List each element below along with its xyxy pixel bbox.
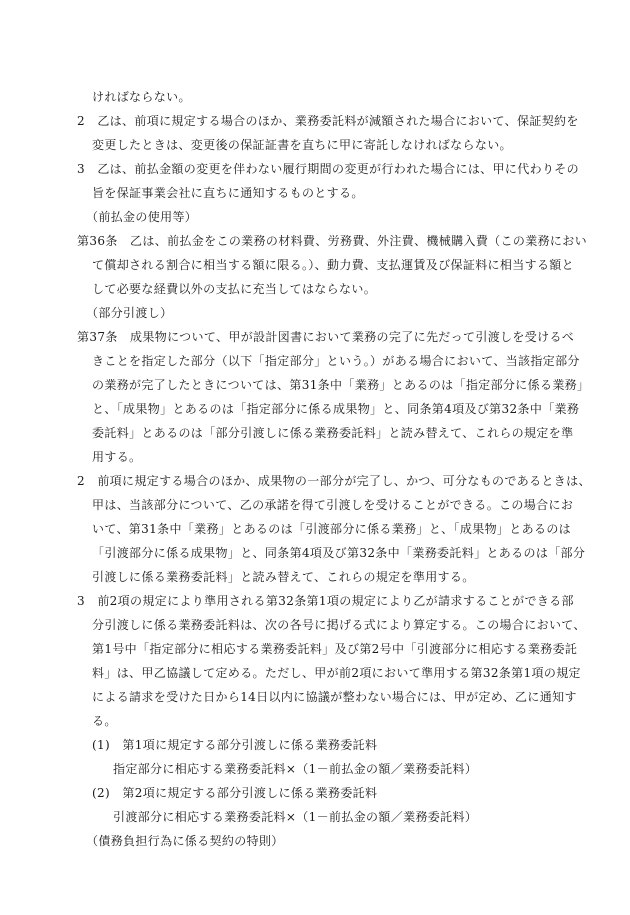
section-heading: （債務負担行為に係る契約の特則） bbox=[86, 834, 284, 848]
text-line: て償却される割合に相当する額に限る。）、動力費、支払運賃及び保証料に相当する額と bbox=[92, 258, 575, 272]
list-item: (2) 第2項に規定する部分引渡しに係る業務委託料 bbox=[92, 786, 378, 800]
list-item: (1) 第1項に規定する部分引渡しに係る業務委託料 bbox=[92, 738, 378, 752]
text-line: 委託料」とあるのは「部分引渡しに係る業務委託料」と読み替えて、これらの規定を準 bbox=[92, 426, 574, 440]
text-line: 3 前2項の規定により準用される第32条第1項の規定により乙が請求することができる部 bbox=[77, 594, 574, 608]
text-line: 「引渡部分に係る成果物」と、同条第4項及び第32条中「業務委託料」とあるのは「部分 bbox=[92, 546, 586, 560]
text-line: 旨を保証事業会社に直ちに通知するものとする。 bbox=[92, 186, 364, 200]
section-heading: （部分引渡し） bbox=[86, 306, 173, 320]
text-line: る。 bbox=[92, 714, 117, 728]
text-line: いて、第31条中「業務」とあるのは「引渡部分に係る業務」と、「成果物」とあるのは bbox=[92, 522, 572, 536]
article-line: 第37条 成果物について、甲が設計図書において業務の完了に先だって引渡しを受けるべ bbox=[77, 330, 575, 344]
text-line: 甲は、当該部分について、乙の承諾を得て引渡しを受けることができる。この場合にお bbox=[92, 498, 574, 512]
text-line: 3 乙は、前払金額の変更を伴わない履行期間の変更が行われた場合には、甲に代わりその bbox=[77, 162, 579, 176]
text-line: と、「成果物」とあるのは「指定部分に係る成果物」と、同条第4項及び第32条中「業務 bbox=[92, 402, 580, 416]
text-line: による請求を受けた日から14日以内に協議が整わない場合には、甲が定め、乙に通知す bbox=[92, 690, 577, 704]
text-line: ければならない。 bbox=[92, 90, 191, 104]
text-line: 引渡しに係る業務委託料」と読み替えて、これらの規定を準用する。 bbox=[92, 570, 475, 584]
text-line: 変更したときは、変更後の保証証書を直ちに甲に寄託しなければならない。 bbox=[92, 138, 512, 152]
text-line: して必要な経費以外の支払に充当してはならない。 bbox=[92, 282, 377, 296]
formula-line: 指定部分に相応する業務委託料×（1－前払金の額／業務委託料） bbox=[113, 762, 478, 776]
text-line: の業務が完了したときについては、第31条中「業務」とあるのは「指定部分に係る業務」 bbox=[92, 378, 590, 392]
text-line: きことを指定した部分（以下「指定部分」という。）がある場合において、当該指定部分 bbox=[92, 354, 580, 368]
text-line: 分引渡しに係る業務委託料は、次の各号に掲げる式により算定する。この場合において、 bbox=[92, 618, 586, 632]
section-heading: （前払金の使用等） bbox=[86, 210, 198, 224]
text-line: 第1号中「指定部分に相応する業務委託料」及び第2号中「引渡部分に相応する業務委託 bbox=[92, 642, 578, 656]
text-line: 2 乙は、前項に規定する場合のほか、業務委託料が減額された場合において、保証契約を bbox=[77, 114, 579, 128]
text-line: 用する。 bbox=[92, 450, 142, 464]
text-line: 料」は、甲乙協議して定める。ただし、甲が前2項において準用する第32条第1項の規定 bbox=[92, 666, 581, 680]
text-line: 2 前項に規定する場合のほか、成果物の一部分が完了し、かつ、可分なものであるときは、 bbox=[77, 474, 591, 488]
formula-line: 引渡部分に相応する業務委託料×（1－前払金の額／業務委託料） bbox=[113, 810, 478, 824]
article-line: 第36条 乙は、前払金をこの業務の材料費、労務費、外注費、機械購入費（この業務におい bbox=[77, 234, 587, 248]
